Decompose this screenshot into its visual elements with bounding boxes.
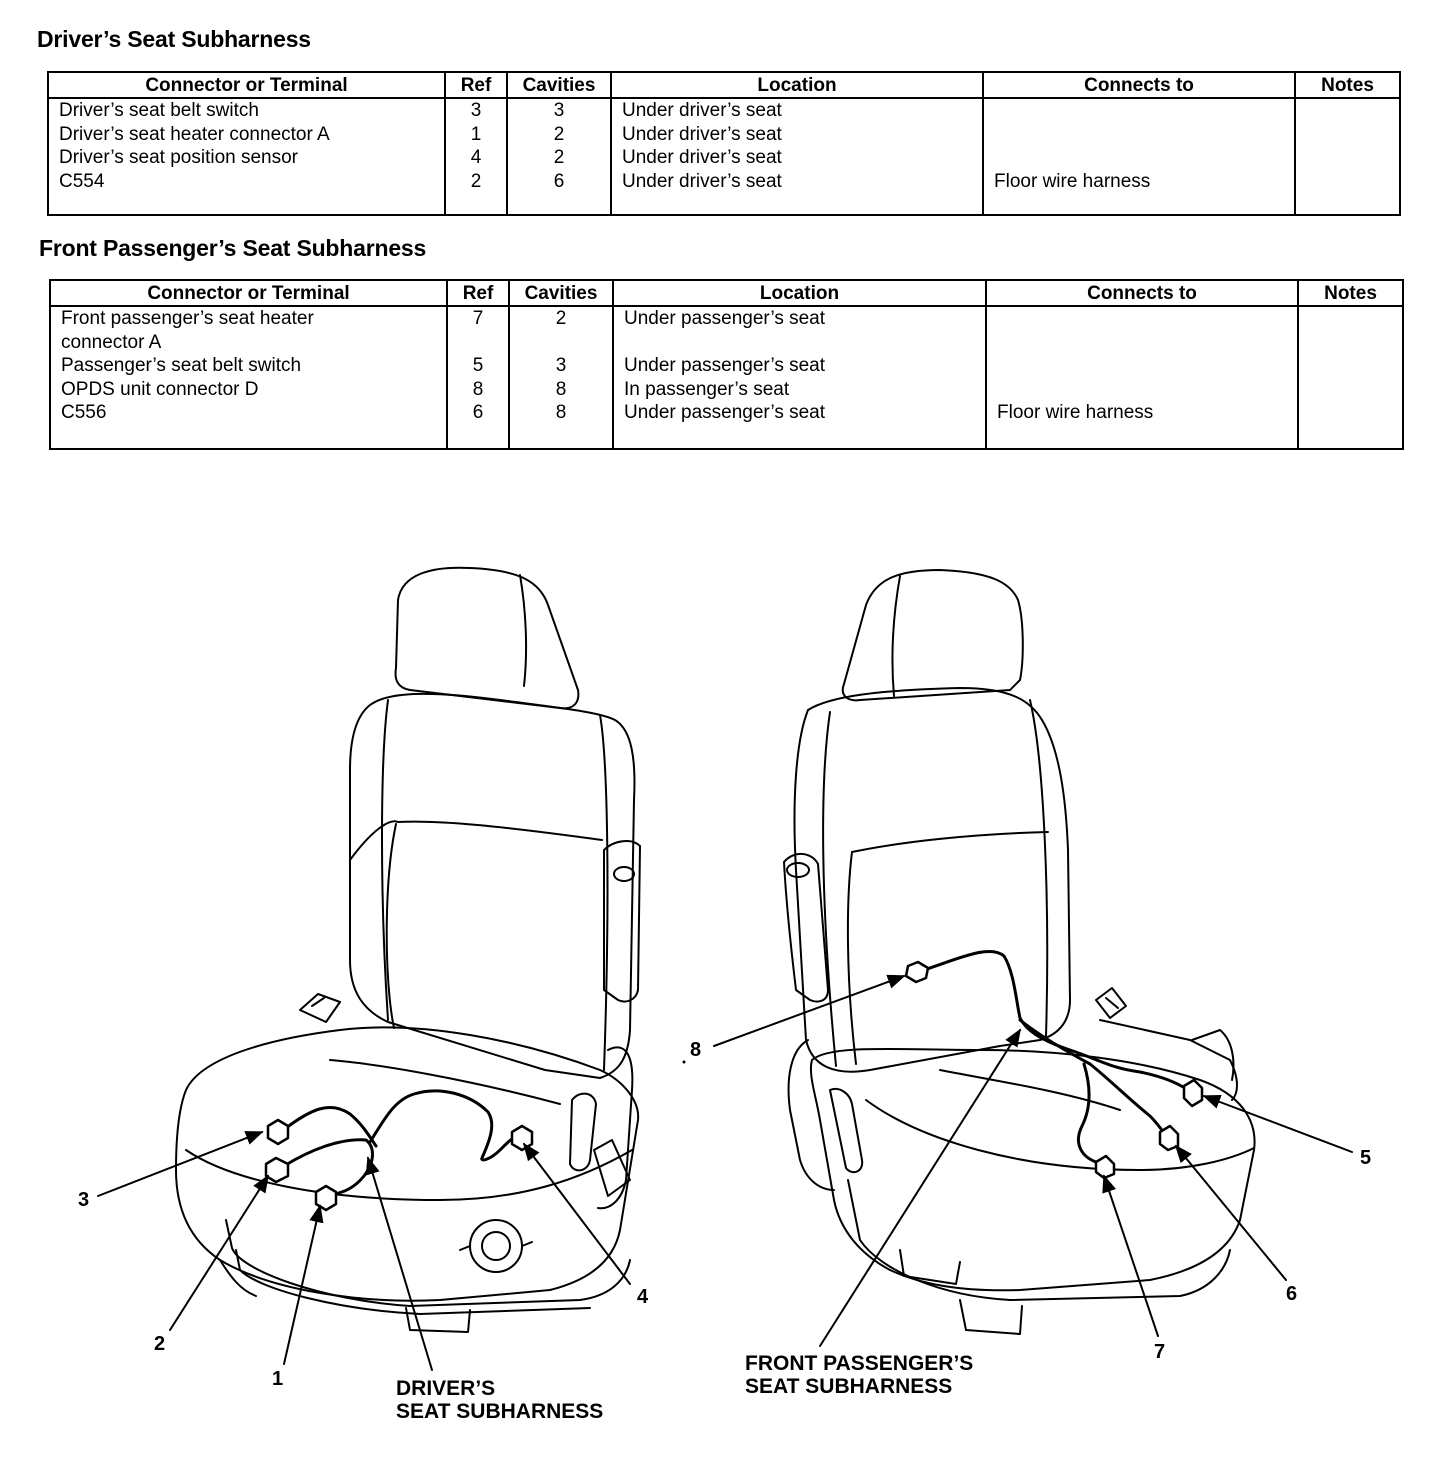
- col-header-connector: Connector or Terminal: [49, 73, 445, 98]
- col-header-connects-to: Connects to: [986, 281, 1298, 306]
- table-cell: 2: [555, 308, 567, 329]
- connector-2-icon: [266, 1158, 288, 1182]
- table-cell: Driver’s seat position sensor: [59, 147, 299, 168]
- leader-3: [98, 1132, 262, 1196]
- callout-8: 8: [690, 1039, 702, 1061]
- table-cell: 6: [553, 170, 565, 192]
- leader-4: [524, 1144, 630, 1284]
- col-header-notes: Notes: [1298, 281, 1402, 306]
- table-cell: 6: [472, 402, 484, 423]
- leader-7: [1104, 1176, 1158, 1336]
- passenger-seat-illustration: [784, 570, 1255, 1334]
- connector-7-icon: [1096, 1156, 1114, 1178]
- connector-4-icon: [512, 1126, 532, 1150]
- col-header-ref: Ref: [447, 281, 509, 306]
- callout-1: 1: [272, 1368, 284, 1390]
- callout-3: 3: [78, 1189, 90, 1211]
- table-cell: Under passenger’s seat: [624, 355, 826, 376]
- table-cell: 5: [472, 355, 484, 376]
- callout-7: 7: [1154, 1341, 1166, 1363]
- driver-harness-label-line2: SEAT SUBHARNESS: [396, 1400, 604, 1423]
- table-cell: Floor wire harness: [997, 402, 1154, 423]
- table-cell: 4: [470, 147, 482, 168]
- table-cell: OPDS unit connector D: [61, 378, 259, 400]
- table-cell: Under driver’s seat: [622, 100, 782, 121]
- col-header-notes: Notes: [1295, 73, 1399, 98]
- passenger-connectors: [906, 962, 1202, 1178]
- passenger-harness-label-line2: SEAT SUBHARNESS: [745, 1375, 953, 1398]
- driver-seat-illustration: [176, 568, 640, 1332]
- col-header-location: Location: [613, 281, 986, 306]
- table-cell: C554: [59, 170, 105, 192]
- connector-5-icon: [1184, 1080, 1202, 1106]
- connector-3-icon: [268, 1120, 288, 1144]
- table-cell: 3: [470, 100, 482, 121]
- table-cell: Driver’s seat belt switch: [59, 100, 259, 121]
- passenger-harness-label-line1: FRONT PASSENGER’S: [745, 1352, 974, 1375]
- leader-8: [714, 976, 904, 1046]
- leader-1: [284, 1206, 320, 1364]
- callout-5: 5: [1360, 1147, 1372, 1169]
- table-cell: Under driver’s seat: [622, 123, 782, 145]
- leader-6: [1176, 1146, 1286, 1280]
- col-header-connects-to: Connects to: [983, 73, 1295, 98]
- table-cell: In passenger’s seat: [624, 378, 790, 400]
- table-cell: Driver’s seat heater connector A: [59, 123, 330, 145]
- table-cell: Under passenger’s seat: [624, 308, 826, 329]
- driver-harness-wires: [284, 1091, 518, 1194]
- table-cell: 1: [470, 123, 482, 145]
- col-header-cavities: Cavities: [509, 281, 613, 306]
- leader-driver-harness: [368, 1158, 432, 1370]
- connector-8-icon: [906, 962, 928, 982]
- col-header-ref: Ref: [445, 73, 507, 98]
- table-cell: Front passenger’s seat heater: [61, 308, 314, 329]
- table-cell: 2: [553, 147, 565, 168]
- leader-2: [170, 1176, 268, 1330]
- callout-2: 2: [154, 1333, 166, 1355]
- driver-harness-label: [396, 1377, 603, 1423]
- passenger-harness-label: [745, 1352, 973, 1398]
- table-cell: Floor wire harness: [994, 170, 1151, 192]
- table-cell: 3: [553, 100, 565, 121]
- col-header-cavities: Cavities: [507, 73, 611, 98]
- table-cell: Passenger’s seat belt switch: [61, 355, 302, 376]
- table-cell: Under driver’s seat: [622, 170, 782, 192]
- col-header-location: Location: [611, 73, 983, 98]
- callout-6: 6: [1286, 1283, 1298, 1305]
- table-cell: 8: [555, 378, 567, 400]
- table-cell: 2: [553, 123, 565, 145]
- driver-section-title: Driver’s Seat Subharness: [37, 26, 311, 52]
- col-header-connector: Connector or Terminal: [51, 281, 447, 306]
- passenger-harness-wires: [924, 951, 1188, 1162]
- table-cell: 3: [555, 355, 567, 376]
- table-cell: connector A: [61, 331, 162, 353]
- table-cell: 8: [472, 378, 484, 400]
- table-cell: 2: [470, 170, 482, 192]
- table-cell: Under passenger’s seat: [624, 402, 826, 423]
- table-cell: 8: [555, 402, 567, 423]
- driver-harness-label-line1: DRIVER’S: [396, 1377, 496, 1400]
- leader-5: [1204, 1096, 1352, 1152]
- passenger-section-title: Front Passenger’s Seat Subharness: [39, 235, 427, 261]
- table-cell: Under driver’s seat: [622, 147, 782, 168]
- callout-4: 4: [637, 1286, 649, 1308]
- table-cell: C556: [61, 402, 107, 423]
- table-cell: 7: [472, 308, 484, 329]
